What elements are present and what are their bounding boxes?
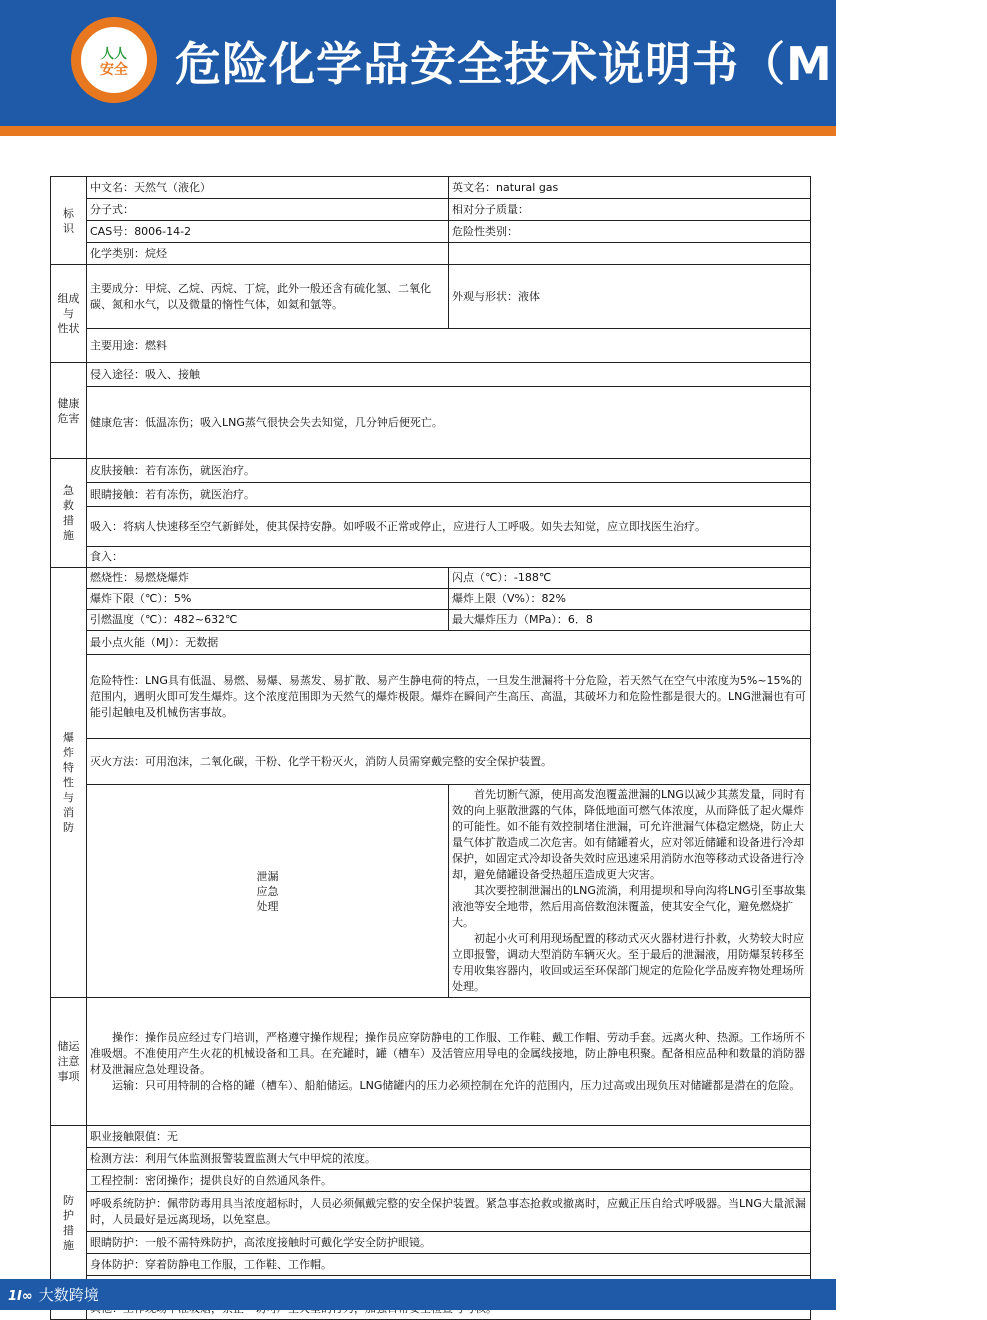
ignition-temp: 引燃温度（℃）：482~632℃ <box>87 610 449 631</box>
appearance: 外观与形状：液体 <box>449 265 811 329</box>
body-protection: 身体防护：穿着防静电工作服，工作鞋、工作帽。 <box>87 1254 811 1276</box>
brand-name: 大数跨境 <box>38 1286 99 1304</box>
storage-paragraph-2: 运输：只可用特制的合格的罐（槽车）、船舶储运。LNG储罐内的压力必须控制在允许的范围内，压力过高或出现负压对储罐都是潜在的危险。 <box>112 1078 801 1092</box>
section-label-leak: 泄漏 应急 处理 <box>87 785 449 998</box>
msds-table <box>50 176 811 1320</box>
section-label-protection: 防 护 措 施 <box>51 1126 87 1320</box>
respiratory-protection: 呼吸系统防护：佩带防毒用具当浓度超标时，人员必须佩戴完整的安全保护装置。紧急事态抢救或撤离时，应戴正压自给式呼吸器。当LNG大量派漏时，人员最好是远离现场，以免窒息。 <box>87 1192 811 1232</box>
eye-protection: 眼睛防护：一般不需特殊防护，高浓度接触时可戴化学安全防护眼镜。 <box>87 1232 811 1254</box>
chem-class: 化学类别：烷烃 <box>87 243 449 265</box>
svg-text:安全: 安全 <box>100 62 128 78</box>
extinguish-method: 灭火方法：可用泡沫，二氧化碳，干粉、化学干粉灭火，消防人员需穿戴完整的安全保护装置。 <box>87 739 811 785</box>
section-label-first-aid: 急 救 措 施 <box>51 459 87 568</box>
skin-contact: 皮肤接触：若有冻伤，就医治疗。 <box>87 459 811 483</box>
brand-mark-icon: 1Ⅰ∞ <box>8 1289 33 1304</box>
upper-explosive-limit: 爆炸上限（V%）：82% <box>449 589 811 610</box>
entry-route: 侵入途径：吸入、接触 <box>87 363 811 387</box>
max-explosion-pressure: 最大爆炸压力（MPa）：6．8 <box>449 610 811 631</box>
flash-point: 闪点（℃）：-188℃ <box>449 568 811 589</box>
header-orange-stripe <box>0 126 836 136</box>
section-label-fire: 爆 炸 特 性 与 消 防 <box>51 568 87 998</box>
cn-name: 中文名：天然气（液化） <box>87 177 449 199</box>
footer-bar <box>0 1279 836 1310</box>
inhalation: 吸入：将病人快速移至空气新鲜处，使其保持安静。如呼吸不正常或停止，应进行人工呼吸。如失去知觉，应立即找医生治疗。 <box>87 507 811 547</box>
lower-explosive-limit: 爆炸下限（℃）：5% <box>87 589 449 610</box>
cas-number: CAS号：8006-14-2 <box>87 221 449 243</box>
hazard-class: 危险性类别： <box>449 221 811 243</box>
section-label-identity: 标 识 <box>51 177 87 265</box>
leak-paragraph-2: 其次要控制泄漏出的LNG流淌，利用提坝和导向沟将LNG引至事故集液池等安全地带，然后用高倍数泡沫覆盖，使其安全气化，避免燃烧扩大。 <box>452 884 806 929</box>
mol-weight: 相对分子质量： <box>449 199 811 221</box>
page-title: 危险化学品安全技术说明书（MSDS） <box>175 37 987 91</box>
components: 主要成分：甲烷、乙烷、丙烷、丁烷，此外一般还含有硫化氢、二氧化碳、氮和水气，以及微量的惰性气体，如氦和氩等。 <box>87 265 449 329</box>
footer-brand <box>8 1284 99 1305</box>
safety-logo-icon <box>72 18 156 102</box>
msds-sheet <box>50 176 810 1320</box>
empty-cell <box>449 243 811 265</box>
detection-method: 检测方法：利用气体监测报警装置监测大气中甲烷的浓度。 <box>87 1148 811 1170</box>
flammability: 燃烧性：易燃烧爆炸 <box>87 568 449 589</box>
section-label-storage: 储运 注意 事项 <box>51 998 87 1126</box>
eye-contact: 眼睛接触：若有冻伤，就医治疗。 <box>87 483 811 507</box>
leak-handling <box>449 785 811 998</box>
min-ignition-energy: 最小点火能（MJ）：无数据 <box>87 631 811 655</box>
engineering-control: 工程控制：密闭操作；提供良好的自然通风条件。 <box>87 1170 811 1192</box>
storage-paragraph-1: 操作：操作员应经过专门培训，严格遵守操作规程；操作员应穿防静电的工作服、工作鞋、戴工作帽、劳动手套。远离火种、热源。工作场所不准吸烟。不准使用产生火花的机械设备和工具。在充罐时，罐（槽车）及活管应用导电的金属线接地，防止静电积聚。配备相应品种和数量的消防器材及泄漏应急处理设备。 <box>90 1030 805 1076</box>
svg-text:人人: 人人 <box>100 47 128 62</box>
section-label-health: 健康 危害 <box>51 363 87 459</box>
leak-paragraph-3: 初起小火可利用现场配置的移动式灭火器材进行扑救，火势较大时应立即报警，调动大型消防车辆灭火。至于最后的泄漏液，用防爆泵转移至专用收集容器内，收回或运至环保部门规定的危险化学品废弃物处理场所处理。 <box>452 932 804 993</box>
exposure-limit: 职业接触限值：无 <box>87 1126 811 1148</box>
en-name: 英文名：natural gas <box>449 177 811 199</box>
section-label-composition: 组成 与 性状 <box>51 265 87 363</box>
danger-properties: 危险特性：LNG具有低温、易燃、易爆、易蒸发、易扩散、易产生静电荷的特点，一旦发生泄漏将十分危险，若天然气在空气中浓度为5%~15%的范围内，遇明火即可发生爆炸。这个浓度范围即为天然气的爆炸极限。爆炸在瞬间产生高压、高温，其破坏力和危险性都是很大的。LNG泄漏也有可能引起触电及机械伤害事故。 <box>87 655 811 739</box>
ingestion: 食入： <box>87 547 811 568</box>
storage-notes <box>87 998 811 1126</box>
health-hazard: 健康危害：低温冻伤；吸入LNG蒸气很快会失去知觉，几分钟后便死亡。 <box>87 387 811 459</box>
leak-paragraph-1: 首先切断气源，使用高发泡覆盖泄漏的LNG以减少其蒸发量，同时有效的向上驱散泄露的气体，降低地面可燃气体浓度，从而降低了起火爆炸的可能性。如不能有效控制堵住泄漏，可允许泄漏气体稳定燃烧，防止大量气体扩散造成二次危害。如有储罐着火，应对邻近储罐和设备进行冷却保护，如固定式冷却设备失效时应迅速采用消防水泡等移动式设备进行冷却，避免储罐设备受热超压造成更大灾害。 <box>452 788 805 881</box>
formula: 分子式： <box>87 199 449 221</box>
usage: 主要用途：燃料 <box>87 329 811 363</box>
